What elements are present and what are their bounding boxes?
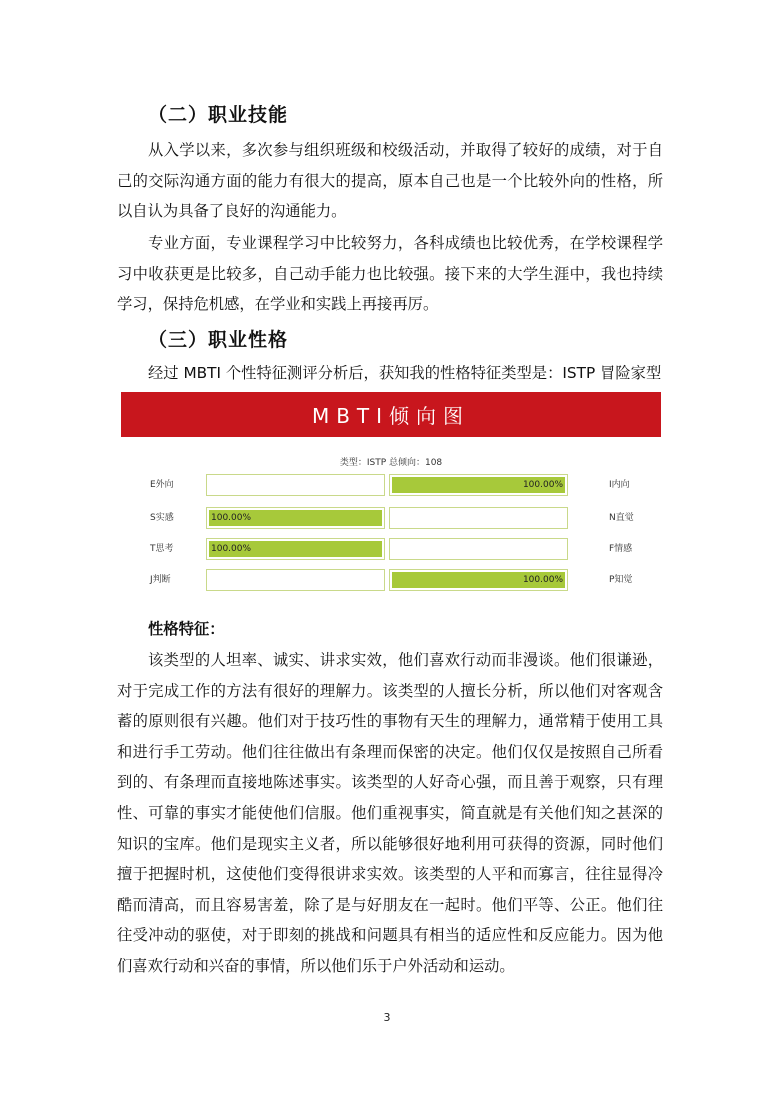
mbti-left-pct: 100.00% <box>211 544 252 554</box>
mbti-right-bar <box>389 474 568 496</box>
mbti-right-bar <box>389 569 568 591</box>
mbti-left-label: E外向 <box>150 480 174 490</box>
mbti-left-bar <box>206 507 385 529</box>
mbti-row <box>121 474 661 496</box>
mbti-right-label: N直觉 <box>609 513 634 523</box>
mbti-row <box>121 538 661 560</box>
mbti-left-bar <box>206 474 385 496</box>
mbti-right-bar <box>389 538 568 560</box>
traits-paragraph: 该类型的人坦率、诚实、讲求实效，他们喜欢行动而非漫谈。他们很谦逊，对于完成工作的方法有很好的理解力。该类型的人擅长分析，所以他们对客观含蓄的原则很有兴趣。他们对于技巧性的事物有天生的理解力，通常精于使用工具和进行手工劳动。他们往往做出有条理而保密的决定。他们仅仅是按照自己所看到的、有条理而直接地陈述事实。该类型的人好奇心强，而且善于观察，只有理性、可靠的事实才能使他们信服。他们重视事实，简直就是有关他们知之甚深的知识的宝库。他们是现实主义者，所以能够很好地利用可获得的资源，同时他们擅于把握时机，这使他们变得很讲求实效。该类型的人平和而寡言，往往显得冷酷而清高，而且容易害羞，除了是与好朋友在一起时。他们平等、公正。他们往往受冲动的驱使，对于即刻的挑战和问题具有相当的适应性和反应能力。因为他们喜欢行动和兴奋的事情，所以他们乐于户外活动和运动。 <box>117 651 663 975</box>
mbti-title: MBTI倾向图 <box>311 404 471 428</box>
mbti-right-pct: 100.00% <box>522 480 563 490</box>
traits-heading: 性格特征： <box>148 620 225 638</box>
mbti-banner <box>121 392 661 437</box>
mbti-type-line: 类型：ISTP 总倾向：108 <box>339 458 443 468</box>
mbti-right-label: P知觉 <box>609 575 633 585</box>
mbti-right-bar <box>389 507 568 529</box>
mbti-left-label: T思考 <box>150 544 174 554</box>
mbti-row <box>121 569 661 591</box>
mbti-left-pct: 100.00% <box>211 513 252 523</box>
mbti-left-label: J判断 <box>150 575 171 585</box>
page-number: 3 <box>383 1011 391 1024</box>
mbti-right-pct: 100.00% <box>522 575 563 585</box>
skills-paragraph-2: 专业方面，专业课程学习中比较努力，各科成绩也比较优秀，在学校课程学习中收获更是比较多，自己动手能力也比较强。接下来的大学生涯中，我也持续学习，保持危机感，在学业和实践上再接再厉。 <box>117 234 663 314</box>
mbti-left-bar <box>206 538 385 560</box>
mbti-right-label: F情感 <box>609 544 633 554</box>
mbti-left-label: S实感 <box>150 513 174 523</box>
section-heading-personality: （三）职业性格 <box>148 329 289 351</box>
section-heading-skills: （二）职业技能 <box>148 104 289 126</box>
mbti-right-label: I内向 <box>609 480 630 490</box>
mbti-intro: 经过 MBTI 个性特征测评分析后，获知我的性格特征类型是：ISTP 冒险家型 <box>148 364 662 382</box>
mbti-row <box>121 507 661 529</box>
skills-paragraph-1: 从入学以来，多次参与组织班级和校级活动，并取得了较好的成绩，对于自己的交际沟通方面的能力有很大的提高，原本自己也是一个比较外向的性格，所以自认为具备了良好的沟通能力。 <box>117 141 663 221</box>
mbti-left-bar <box>206 569 385 591</box>
